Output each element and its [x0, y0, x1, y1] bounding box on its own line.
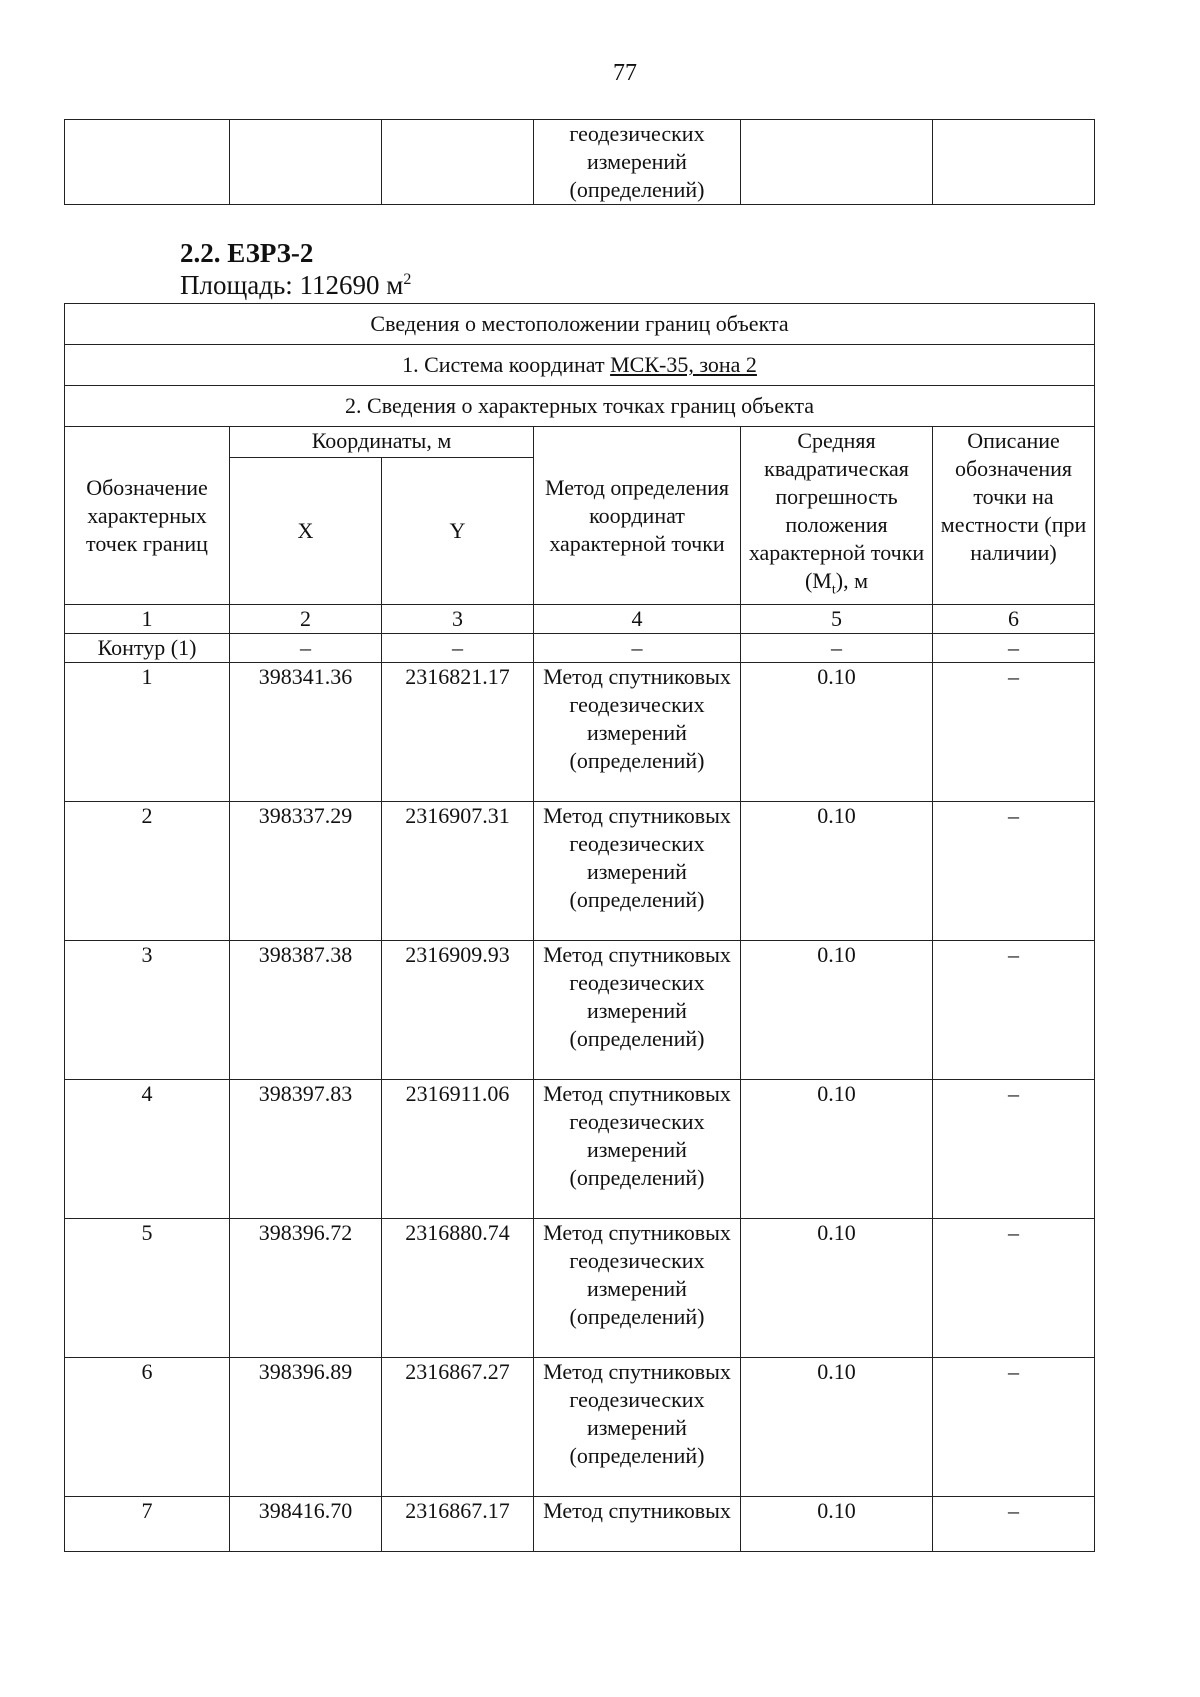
coord-y: 2316909.93	[382, 941, 534, 1080]
points-title: 2. Сведения о характерных точках границ объекта	[65, 386, 1095, 427]
point-number: 4	[65, 1080, 230, 1219]
empty-cell	[741, 120, 933, 205]
point-number: 5	[65, 1219, 230, 1358]
error-cell: 0.10	[741, 1219, 933, 1358]
boundary-table	[64, 303, 1095, 1552]
coord-x: 398416.70	[230, 1497, 382, 1552]
contour-label: Контур (1)	[65, 634, 230, 663]
header-coords: Координаты, м	[230, 427, 534, 458]
contour-cell: –	[534, 634, 741, 663]
table-title: Сведения о местоположении границ объекта	[65, 304, 1095, 345]
empty-cell	[933, 120, 1095, 205]
method-cell: Метод спутниковых геодезических измерений (определений)	[534, 1219, 741, 1358]
section-title: 2.2. ЕЗРЗ-2	[180, 238, 314, 268]
description-cell: –	[933, 1497, 1095, 1552]
coord-x: 398397.83	[230, 1080, 382, 1219]
continued-table	[64, 119, 1095, 205]
col-number: 2	[230, 605, 382, 634]
error-cell: 0.10	[741, 1358, 933, 1497]
col-number: 1	[65, 605, 230, 634]
point-number: 1	[65, 663, 230, 802]
point-number: 6	[65, 1358, 230, 1497]
method-cell	[534, 120, 741, 205]
empty-cell	[230, 120, 382, 205]
empty-cell	[65, 120, 230, 205]
coord-x: 398396.72	[230, 1219, 382, 1358]
col-number: 4	[534, 605, 741, 634]
header-error-end: ), м	[835, 568, 869, 593]
table-row	[65, 802, 1095, 941]
table-row	[65, 1358, 1095, 1497]
header-y: Y	[382, 457, 534, 605]
error-cell: 0.10	[741, 1497, 933, 1552]
method-cell: Метод спутниковых геодезических измерений (определений)	[534, 663, 741, 802]
point-number: 2	[65, 802, 230, 941]
contour-cell: –	[741, 634, 933, 663]
description-cell: –	[933, 1219, 1095, 1358]
contour-cell: –	[382, 634, 534, 663]
method-cell: Метод спутниковых геодезических измерений (определений)	[534, 802, 741, 941]
method-cell: Метод спутниковых геодезических измерений (определений)	[534, 941, 741, 1080]
coord-y: 2316907.31	[382, 802, 534, 941]
points-body	[65, 663, 1095, 1552]
coord-y: 2316867.27	[382, 1358, 534, 1497]
error-cell: 0.10	[741, 941, 933, 1080]
error-cell: 0.10	[741, 802, 933, 941]
col-number: 5	[741, 605, 933, 634]
header-x: X	[230, 457, 382, 605]
description-cell: –	[933, 1358, 1095, 1497]
area-text: Площадь: 112690 м	[180, 270, 404, 300]
coord-y: 2316867.17	[382, 1497, 534, 1552]
system-prefix: 1. Система координат	[402, 352, 611, 377]
area-label	[180, 270, 411, 301]
header-error-sub: t	[831, 582, 836, 598]
table-row	[65, 663, 1095, 802]
contour-cell: –	[230, 634, 382, 663]
table-row	[65, 941, 1095, 1080]
method-cell: Метод спутниковых геодезических измерений (определений)	[534, 1080, 741, 1219]
description-cell: –	[933, 663, 1095, 802]
table-row	[65, 1080, 1095, 1219]
table-row	[65, 1219, 1095, 1358]
error-cell: 0.10	[741, 663, 933, 802]
coord-x: 398387.38	[230, 941, 382, 1080]
header-error	[741, 427, 933, 605]
method-line: измерений	[587, 149, 687, 174]
header-error-main: Средняя квадратическая погрешность положения характерной точки (M	[748, 428, 925, 593]
method-line: геодезических	[569, 121, 705, 146]
point-number: 3	[65, 941, 230, 1080]
description-cell: –	[933, 941, 1095, 1080]
empty-cell	[382, 120, 534, 205]
coord-x: 398337.29	[230, 802, 382, 941]
error-cell: 0.10	[741, 1080, 933, 1219]
description-cell: –	[933, 1080, 1095, 1219]
table-row	[65, 1497, 1095, 1552]
area-sup: 2	[403, 271, 412, 288]
col-number: 6	[933, 605, 1095, 634]
description-cell: –	[933, 802, 1095, 941]
header-description: Описание обозначения точки на местности (при наличии)	[933, 427, 1095, 605]
coord-y: 2316880.74	[382, 1219, 534, 1358]
system-value: МСК-35, зона 2	[610, 352, 757, 377]
coordinate-system	[65, 345, 1095, 386]
method-cell: Метод спутниковых	[534, 1497, 741, 1552]
contour-cell: –	[933, 634, 1095, 663]
coord-x: 398341.36	[230, 663, 382, 802]
col-number: 3	[382, 605, 534, 634]
header-method: Метод определения координат характерной точки	[534, 427, 741, 605]
method-line: (определений)	[569, 177, 705, 202]
coord-y: 2316821.17	[382, 663, 534, 802]
method-cell: Метод спутниковых геодезических измерений (определений)	[534, 1358, 741, 1497]
point-number: 7	[65, 1497, 230, 1552]
coord-y: 2316911.06	[382, 1080, 534, 1219]
header-designation: Обозначение характерных точек границ	[65, 427, 230, 605]
page-number: 77	[613, 60, 637, 86]
coord-x: 398396.89	[230, 1358, 382, 1497]
